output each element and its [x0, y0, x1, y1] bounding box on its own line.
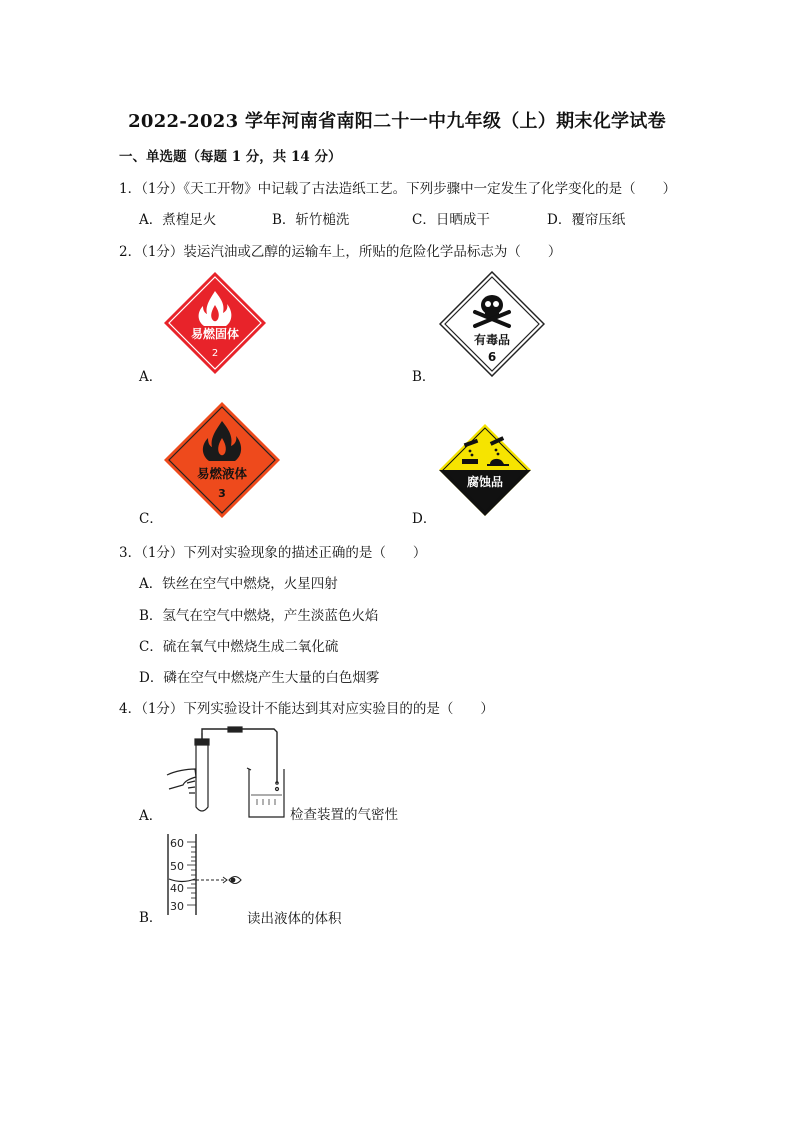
question-2-stem: 2．（1分）装运汽油或乙醇的运输车上，所贴的危险化学品标志为（ ） [119, 244, 562, 260]
question-3-stem: 3．（1分）下列对实验现象的描述正确的是（ ） [119, 545, 427, 561]
tick-30: 30 [170, 900, 184, 913]
q3-option-d[interactable]: D．磷在空气中燃烧产生大量的白色烟雾 [139, 670, 380, 686]
q4-caption-a: 检查装置的气密性 [290, 807, 398, 823]
sign-d-label: 腐蚀品 [466, 475, 504, 489]
toxic-sign [439, 271, 545, 381]
sign-a-number: 2 [211, 348, 219, 359]
q2-option-a[interactable]: A． [139, 369, 163, 385]
q2-option-b[interactable]: B． [412, 369, 436, 385]
hand-icon [167, 769, 196, 789]
airtightness-apparatus-figure [165, 725, 295, 824]
sign-c-number: 3 [218, 487, 226, 500]
tick-50: 50 [170, 860, 184, 873]
sign-c-label: 易燃液体 [196, 466, 248, 481]
tick-60: 60 [170, 837, 184, 850]
q2-option-d[interactable]: D． [412, 511, 437, 527]
question-1-stem: 1．（1分）《天工开物》中记载了古法造纸工艺。下列步骤中一定发生了化学变化的是（ ） [119, 181, 677, 197]
q1-option-d[interactable]: D．覆帘压纸 [547, 212, 626, 228]
flammable-solid-sign [163, 271, 267, 379]
tick-40: 40 [170, 882, 184, 895]
sign-b-number: 6 [487, 350, 497, 364]
q3-option-a[interactable]: A．铁丝在空气中燃烧，火星四射 [139, 576, 338, 592]
q3-option-b[interactable]: B．氢气在空气中燃烧，产生淡蓝色火焰 [139, 608, 379, 624]
q4-option-b[interactable]: B． [139, 910, 163, 926]
section-heading: 一、单选题（每题 1 分，共 14 分） [119, 149, 342, 165]
flammable-liquid-sign [163, 401, 281, 523]
sign-b-label: 有毒品 [473, 333, 511, 347]
q1-option-c[interactable]: C．日晒成干 [412, 212, 490, 228]
q4-caption-b: 读出液体的体积 [247, 911, 342, 927]
sign-a-label: 易燃固体 [190, 327, 240, 341]
corrosive-sign [438, 423, 532, 521]
q3-option-c[interactable]: C．硫在氧气中燃烧生成二氧化硫 [139, 639, 339, 655]
graduated-cylinder-figure [165, 832, 250, 921]
eye-icon [229, 877, 241, 884]
q1-option-a[interactable]: A．煮楻足火 [139, 212, 217, 228]
page-title: 2022-2023 学年河南省南阳二十一中九年级（上）期末化学试卷 [128, 111, 666, 132]
question-4-stem: 4．（1分）下列实验设计不能达到其对应实验目的的是（ ） [119, 701, 494, 717]
q4-option-a[interactable]: A． [139, 808, 163, 824]
q1-option-b[interactable]: B．斩竹槌洗 [272, 212, 350, 228]
q2-option-c[interactable]: C． [139, 511, 163, 527]
